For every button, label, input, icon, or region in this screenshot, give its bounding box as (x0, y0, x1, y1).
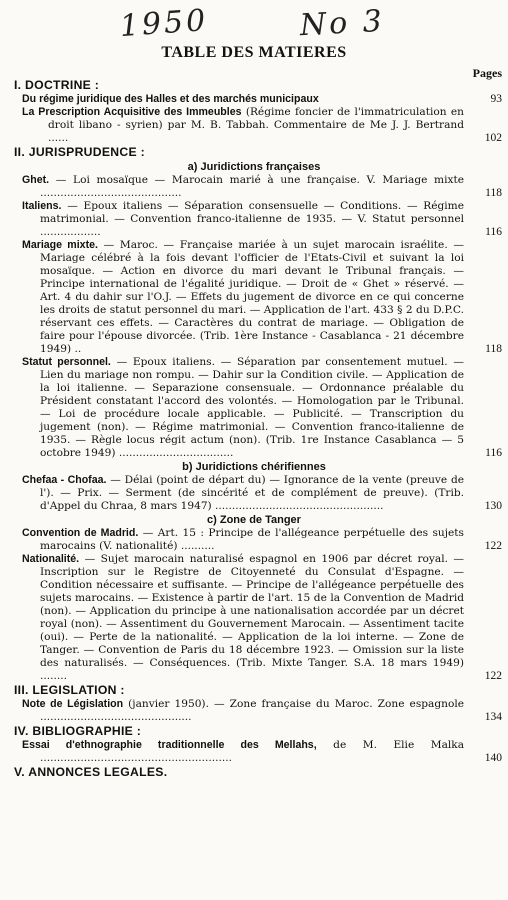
toc-entry (0, 553, 508, 683)
entry-text: — Délai (point de départ du) — Ignorance de la vente (preuve de l'). — Prix. — Serment (de sincérité et de complément de preuve). (Trib. d'Appel du Chraa, 8 mars 1947) .................................................. (40, 474, 464, 512)
section-heading-bibliographie: IV. BIBLIOGRAPHIE : (14, 724, 142, 738)
entry-title: La Prescription Acquisitive des Immeubles (22, 106, 242, 118)
entry-title: Mariage mixte. (22, 239, 98, 251)
toc-entry (0, 239, 508, 356)
handwritten-issue-number: No 3 (299, 3, 386, 44)
pages-column-header: Pages (472, 66, 502, 80)
subsection-heading: c) Zone de Tanger (207, 514, 301, 526)
toc-entry (0, 200, 508, 239)
entry-text: — Maroc. — Française mariée à un sujet marocain israélite. — Mariage célébré à la fois devant l'officier de l'Etats-Civil et suivant la loi mosaïque. — Action en divorce du mari devant le Tribunal français. — Principe international de l'égalité juridique. — Droit de « Ghet » réservé. — Art. 4 du dahir sur l'O.J. — Effets du jugement de divorce en ce qui concerne les droits de statut personnel du mari. — Application de l'art. 433 § 2 du D.P.C. réservant ces effets. — Caractères du contrat de mariage. — Obligation de faire pour l'épouse divorcée. (Trib. 1ère Instance - Casablanca - 21 décembre 1949) .. (40, 239, 464, 355)
entry-title: Chefaa - Chofaa. (22, 474, 107, 486)
entry-text: — Epoux italiens — Séparation consensuelle — Conditions. — Régime matrimonial. — Convention franco-italienne de 1935. — V. Statut personnel .................. (40, 200, 464, 238)
entry-title: Du régime juridique des Halles et des marchés municipaux (22, 93, 319, 105)
entry-page-number: 134 (484, 711, 502, 723)
section-heading-jurisprudence: II. JURISPRUDENCE : (14, 145, 145, 159)
entry-text: — Epoux italiens. — Séparation par consentement mutuel. — Lien du mariage non rompu. — Dahir sur la Condition civile. — Application de la loi italienne. — Separazione consensuale. — Ordonnance préalable du Président constatant l'accord des volontés. — Homologation par le Tribunal. — Loi de procédure locale applicable. — Publicité. — Transcription du jugement (non). — Régime matrimonial. — Convention franco-italienne de 1935. — Règle locus régit actum (non). (Trib. 1re Instance Casablanca — 5 octobre 1949) .................................. (40, 356, 464, 459)
entry-text: (janvier 1950). — Zone française du Maroc. Zone espagnole ............................................. (40, 698, 464, 723)
entry-text: — Sujet marocain naturalisé espagnol en 1906 par décret royal. — Inscription sur le Registre de Citoyenneté du Consulat d'Espagne. — Condition nécessaire et suffisante. — Principe de l'allégeance perpétuelle des sujets marocains. — Existence à partir de l'art. 15 de la Convention de Madrid (non). — Application du principe à une nationalisation accordée par un décret royal (non). — Assentiment du Gouvernement Marocain. — Assentiment tacite (oui). — Perte de la nationalité. — Application de la loi interne. — Zone de Tanger. — Convention de Paris du 18 décembre 1923. — Omission sur la liste des naturalisés. — Conséquences. (Trib. Mixte Tanger. S.A. 18 mars 1949) ........ (40, 553, 465, 682)
entry-title: Convention de Madrid. (22, 527, 139, 539)
toc-entry (0, 93, 508, 106)
toc-entry (0, 739, 508, 765)
entry-page-number: 118 (485, 187, 502, 199)
entry-page-number: 118 (485, 343, 502, 355)
entry-page-number: 140 (484, 752, 502, 764)
toc-entry (0, 174, 508, 200)
page-title: TABLE DES MATIERES (161, 44, 347, 61)
entry-text: — Loi mosaïque — Marocain marié à une française. V. Mariage mixte .......................................... (40, 174, 464, 199)
section-heading-annonces: V. ANNONCES LEGALES. (14, 765, 168, 779)
entry-title: Essai d'ethnographie traditionnelle des Mellahs, (22, 739, 317, 751)
entry-text: — Art. 15 : Principe de l'allégeance perpétuelle des sujets marocains (V. nationalité) .......... (40, 527, 464, 552)
toc-entry (0, 356, 508, 460)
entry-title: Nationalité. (22, 553, 80, 565)
entry-page-number: 122 (484, 540, 502, 552)
entry-title: Note de Législation (22, 698, 124, 710)
entry-page-number: 93 (490, 93, 502, 105)
entry-text: (Régime foncier de l'immatriculation en droit libano - syrien) par M. B. Tabbah. Commentaire de Me J. J. Bertrand ...... (48, 106, 464, 144)
toc-entry (0, 106, 508, 145)
handwritten-year: 1950 (118, 2, 210, 45)
entry-title: Ghet. (22, 174, 50, 186)
entry-text: de M. Elie Malka ......................................................... (40, 739, 465, 764)
entry-page-number: 130 (484, 500, 502, 512)
entry-title: Statut personnel. (22, 356, 111, 368)
entry-page-number: 122 (484, 670, 502, 682)
toc-entry (0, 474, 508, 513)
entry-page-number: 116 (485, 226, 502, 238)
subsection-heading: a) Juridictions françaises (187, 161, 321, 173)
section-heading-doctrine: I. DOCTRINE : (14, 78, 100, 92)
toc-entry (0, 527, 508, 553)
table-of-contents (0, 78, 508, 780)
entry-page-number: 102 (484, 132, 502, 144)
entry-page-number: 116 (485, 447, 502, 459)
section-heading-legislation: III. LEGISLATION : (14, 683, 125, 697)
subsection-heading: b) Juridictions chérifiennes (182, 461, 326, 473)
toc-entry (0, 698, 508, 724)
entry-title: Italiens. (22, 200, 62, 212)
